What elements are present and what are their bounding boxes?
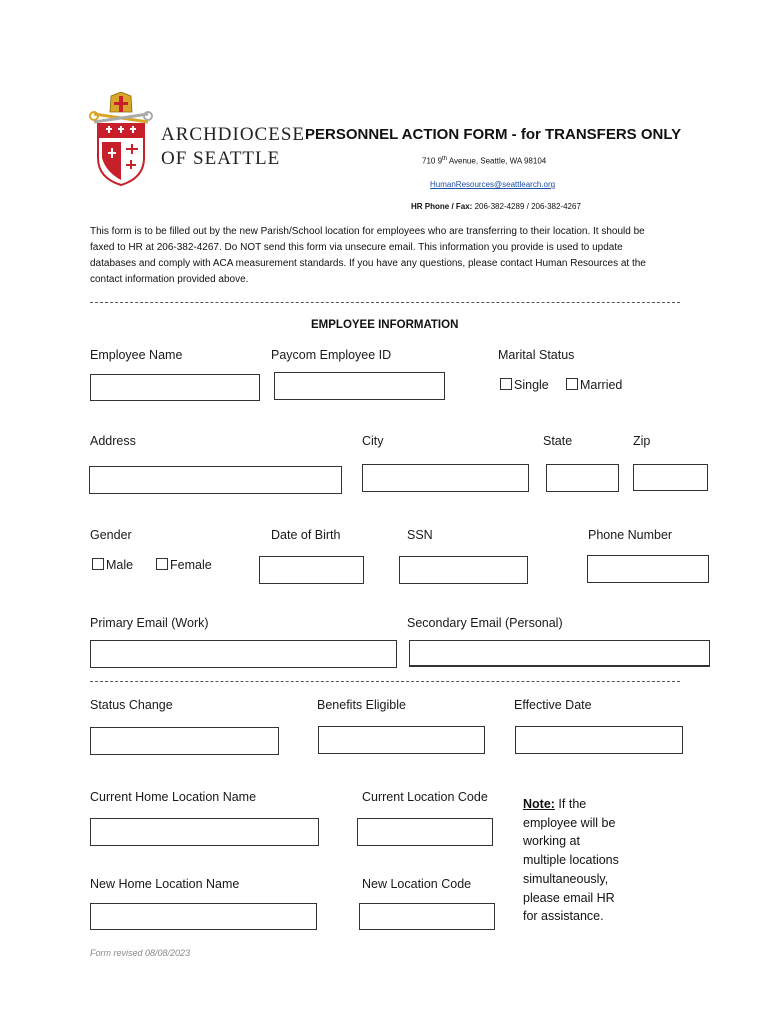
secondary-email-field[interactable] <box>409 640 710 667</box>
mitre-icon <box>110 92 132 112</box>
org-name-line2: OF SEATTLE <box>161 148 281 169</box>
male-checkbox[interactable] <box>92 558 104 570</box>
employee-name-field[interactable] <box>90 374 260 401</box>
state-field[interactable] <box>546 464 619 492</box>
male-option[interactable] <box>92 558 133 572</box>
note-block <box>523 795 619 926</box>
keys-icon <box>90 112 152 122</box>
single-checkbox[interactable] <box>500 378 512 390</box>
ssn-field[interactable] <box>399 556 528 584</box>
note-line: simultaneously, <box>523 871 609 886</box>
zip-field[interactable] <box>633 464 708 491</box>
note-line: for assistance. <box>523 909 604 924</box>
form-title: PERSONNEL ACTION FORM - for TRANSFERS ONLY <box>305 126 682 143</box>
primary-email-field[interactable] <box>90 640 397 668</box>
ssn-label: SSN <box>407 528 433 542</box>
archdiocese-crest-logo <box>88 92 154 186</box>
intro-line: This form is to be filled out by the new Parish/School location for employees who are transferring to their location. It should be <box>90 226 645 237</box>
divider <box>90 302 680 303</box>
intro-line: faxed to HR at 206-382-4267. Do NOT send this form via unsecure email. This information you provide is used to update <box>90 242 623 253</box>
note-line: working at <box>523 834 580 849</box>
form-revision-footer: Form revised 08/08/2023 <box>90 948 191 958</box>
benefits-eligible-label: Benefits Eligible <box>317 698 406 712</box>
single-label: Single <box>514 378 549 392</box>
single-option[interactable] <box>500 378 549 392</box>
org-name-line1: ARCHDIOCESE <box>161 124 306 145</box>
hr-phone-label: HR Phone / Fax: <box>411 202 473 211</box>
female-option[interactable] <box>156 558 212 572</box>
new-location-code-field[interactable] <box>359 903 495 930</box>
secondary-email-label: Secondary Email (Personal) <box>407 616 563 630</box>
current-location-code-field[interactable] <box>357 818 493 846</box>
hr-phone-line <box>411 202 581 211</box>
address-superscript: th <box>442 156 448 162</box>
paycom-id-field[interactable] <box>274 372 445 400</box>
city-label: City <box>362 434 384 448</box>
current-home-location-label: Current Home Location Name <box>90 790 257 804</box>
note-line: employee will be <box>523 815 616 830</box>
new-home-location-field[interactable] <box>90 903 317 930</box>
male-label: Male <box>106 558 134 572</box>
intro-paragraph <box>90 224 646 288</box>
employee-name-label: Employee Name <box>90 348 183 362</box>
new-location-code-label: New Location Code <box>362 877 472 891</box>
note-label: Note: <box>523 797 555 811</box>
note-line: multiple locations <box>523 853 619 868</box>
current-home-location-field[interactable] <box>90 818 319 846</box>
address-field[interactable] <box>89 466 342 494</box>
city-field[interactable] <box>362 464 529 492</box>
status-change-label: Status Change <box>90 698 173 712</box>
effective-date-label: Effective Date <box>514 698 592 712</box>
note-line <box>523 795 619 814</box>
female-label: Female <box>170 558 212 572</box>
address-rest: Avenue, Seattle, WA 98104 <box>447 156 547 166</box>
state-label: State <box>543 434 573 448</box>
marital-status-label: Marital Status <box>498 348 575 362</box>
benefits-eligible-field[interactable] <box>318 726 485 754</box>
address-line <box>422 156 546 166</box>
section-title: EMPLOYEE INFORMATION <box>311 319 459 331</box>
dob-label: Date of Birth <box>271 528 341 542</box>
note-line: please email HR <box>523 890 615 905</box>
married-label: Married <box>580 378 623 392</box>
primary-email-label: Primary Email (Work) <box>90 616 209 630</box>
female-checkbox[interactable] <box>156 558 168 570</box>
address-label: Address <box>90 434 136 448</box>
married-option[interactable] <box>566 378 622 392</box>
intro-line: databases and comply with ACA measurement standards. If you have any questions, please contact Human Resources at the <box>90 258 646 269</box>
hr-phone-value: 206-382-4289 / 206-382-4267 <box>474 202 581 211</box>
note-text: If the <box>554 797 587 811</box>
gender-label: Gender <box>90 528 132 542</box>
address-prefix: 710 9 <box>422 156 443 166</box>
dob-field[interactable] <box>259 556 364 584</box>
current-location-code-label: Current Location Code <box>362 790 488 804</box>
new-home-location-label: New Home Location Name <box>90 877 240 891</box>
effective-date-field[interactable] <box>515 726 683 754</box>
phone-label: Phone Number <box>588 528 673 542</box>
intro-line: contact information provided above. <box>90 274 249 285</box>
status-change-field[interactable] <box>90 727 279 755</box>
paycom-id-label: Paycom Employee ID <box>271 348 392 362</box>
married-checkbox[interactable] <box>566 378 578 390</box>
divider <box>90 681 680 682</box>
hr-email-link[interactable]: HumanResources@seattlearch.org <box>430 180 556 189</box>
phone-field[interactable] <box>587 555 709 583</box>
zip-label: Zip <box>633 434 651 448</box>
